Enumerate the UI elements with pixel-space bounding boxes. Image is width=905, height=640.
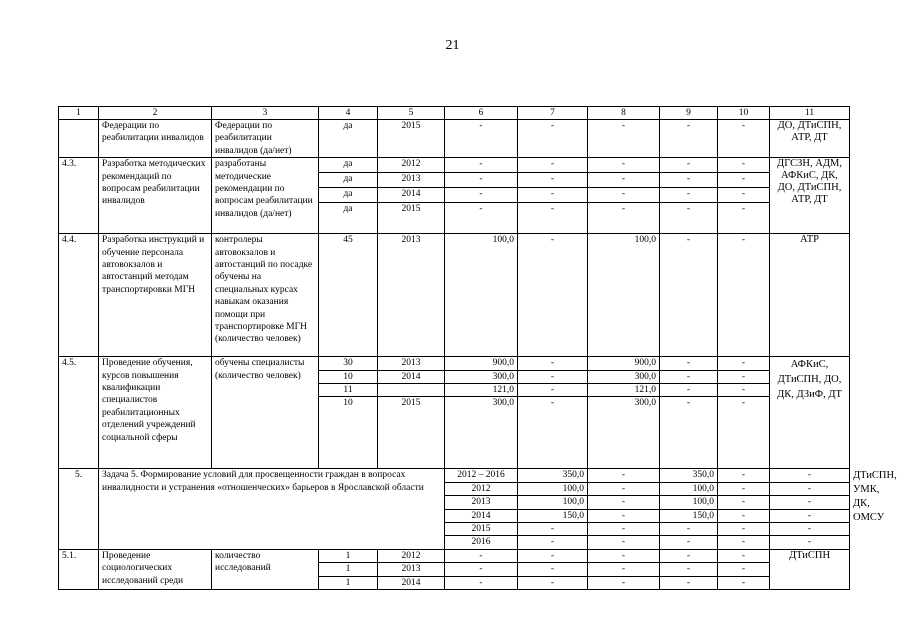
cell: - [588,563,660,576]
cell: - [718,576,770,589]
cell: - [718,173,770,188]
indicator: количество исследований [212,549,319,589]
year: 2013 [378,234,445,357]
cell: - [660,158,718,173]
col-header: 9 [660,107,718,120]
cell: - [518,549,588,562]
cell: - [718,158,770,173]
indicator-value: 1 [319,549,378,562]
year: 2012 [445,482,518,495]
cell: 350,0 [518,469,588,482]
year: 2015 [378,397,445,469]
task-title: Задача 5. Формирование условий для просвещенности граждан в вопросах инвалидности и устранения «отношенческих» барьеров в Ярославской области [99,469,445,549]
executors: ДТиСПН [770,549,850,589]
cell: 300,0 [445,370,518,383]
cell: - [770,536,850,549]
col-header: 10 [718,107,770,120]
cell: - [588,120,660,158]
year: 2013 [445,496,518,509]
cell: - [518,523,588,536]
cell: - [718,234,770,357]
cell: - [718,509,770,522]
cell: - [660,203,718,234]
indicator-value: 30 [319,357,378,370]
cell: - [445,173,518,188]
col-header: 8 [588,107,660,120]
cell: - [660,563,718,576]
cell: - [588,482,660,495]
cell: - [660,397,718,469]
cell: - [770,496,850,509]
cell: - [588,549,660,562]
cell: - [718,120,770,158]
indicator-value: да [319,158,378,173]
year: 2015 [378,120,445,158]
cell: - [718,357,770,370]
cell: - [660,576,718,589]
cell: 900,0 [445,357,518,370]
cell: - [660,370,718,383]
cell: - [660,120,718,158]
indicator: обучены специалисты (количество человек) [212,357,319,469]
indicator-value: 11 [319,384,378,397]
year: 2013 [378,563,445,576]
cell: - [718,469,770,482]
page-number: 21 [445,38,460,53]
cell: 900,0 [588,357,660,370]
col-header: 2 [99,107,212,120]
cell: - [660,536,718,549]
measures-table [58,106,897,590]
cell: - [718,563,770,576]
cell: - [588,523,660,536]
cell: - [660,357,718,370]
cell: - [660,188,718,203]
col-header: 11 [770,107,850,120]
table-row: 5. Задача 5. Формирование условий для просвещенности граждан в вопросах инвалидности и устранения «отношенческих» барьеров в Ярославской области 2012 – 2016 350,0 - 350,0 - - ДТиСПН, УМК, ДК, ОМСУ [59,469,850,482]
cell: - [518,536,588,549]
col-header: 6 [445,107,518,120]
cell: - [518,234,588,357]
indicator: контролеры автовокзалов и автостанций по посадке обучены на специальных курсах навыкам оказания помощи при транспортировке МГН (количество человек) [212,234,319,357]
year: 2014 [445,509,518,522]
cell: 100,0 [588,234,660,357]
year: 2014 [378,188,445,203]
cell: - [660,173,718,188]
cell: - [718,536,770,549]
year [378,384,445,397]
col-header: 4 [319,107,378,120]
cell: - [518,576,588,589]
year: 2012 [378,158,445,173]
cell: - [518,397,588,469]
measure-name: Проведение социологических исследований среди [99,549,212,589]
cell: - [445,203,518,234]
cell: 100,0 [518,482,588,495]
cell: - [660,234,718,357]
cell: - [518,563,588,576]
cell: - [588,509,660,522]
executors: АТР [770,234,850,357]
year: 2013 [378,173,445,188]
cell: - [588,496,660,509]
measure-name: Разработка методических рекомендаций по вопросам реабилитации инвалидов [99,158,212,234]
cell: - [518,173,588,188]
cell: 150,0 [518,509,588,522]
indicator-value: да [319,120,378,158]
executors: ДГСЗН, АДМ, АФКиС, ДК, ДО, ДТиСПН, АТР, ДТ [770,158,850,234]
cell: 300,0 [445,397,518,469]
cell: 150,0 [660,509,718,522]
cell: - [588,469,660,482]
cell: - [518,158,588,173]
cell: - [660,549,718,562]
cell: 100,0 [660,482,718,495]
cell: - [718,384,770,397]
cell: - [588,158,660,173]
cell: - [445,563,518,576]
cell: - [718,203,770,234]
indicator-value: 10 [319,370,378,383]
row-number: 5. [59,469,99,549]
measure-name: Разработка инструкций и обучение персонала автовокзалов и автостанций методам транспортировки МГН [99,234,212,357]
col-header: 3 [212,107,319,120]
cell: - [588,173,660,188]
indicator-value: да [319,203,378,234]
year: 2013 [378,357,445,370]
cell: - [445,158,518,173]
cell: - [660,523,718,536]
cell: - [588,576,660,589]
cell: - [588,188,660,203]
cell: 100,0 [518,496,588,509]
year: 2012 [378,549,445,562]
cell: 121,0 [445,384,518,397]
table-row [59,234,850,357]
row-number [59,120,99,158]
cell: - [770,469,850,482]
indicator-value: 45 [319,234,378,357]
indicator-value: 1 [319,563,378,576]
cell: 300,0 [588,397,660,469]
table-row [59,158,850,173]
indicator: разработаны методические рекомендации по вопросам реабилитации инвалидов (да/нет) [212,158,319,234]
cell: - [445,188,518,203]
table-row [59,549,850,562]
table-row [59,357,850,370]
cell: - [445,120,518,158]
col-header: 5 [378,107,445,120]
cell: - [518,384,588,397]
cell: - [518,357,588,370]
cell: 350,0 [660,469,718,482]
indicator-value: 1 [319,576,378,589]
measure-name: Федерации по реабилитации инвалидов [99,120,212,158]
header-row [59,107,850,120]
cell: - [588,536,660,549]
cell: - [518,120,588,158]
year: 2012 – 2016 [445,469,518,482]
indicator-value: 10 [319,397,378,469]
cell: - [588,203,660,234]
cell: - [718,370,770,383]
row-number: 4.5. [59,357,99,469]
year: 2015 [445,523,518,536]
cell: 300,0 [588,370,660,383]
cell: - [770,482,850,495]
indicator-value: да [319,173,378,188]
year: 2014 [378,576,445,589]
row-number: 4.3. [59,158,99,234]
cell: - [660,384,718,397]
cell: - [718,523,770,536]
year: 2014 [378,370,445,383]
year: 2016 [445,536,518,549]
cell: - [518,203,588,234]
cell: - [518,188,588,203]
cell: 100,0 [445,234,518,357]
cell: - [518,370,588,383]
table-row [59,120,850,158]
row-number: 4.4. [59,234,99,357]
row-number: 5.1. [59,549,99,589]
executors: ДО, ДТиСПН, АТР, ДТ [770,120,850,158]
indicator: Федерации по реабилитации инвалидов (да/нет) [212,120,319,158]
cell: - [770,509,850,522]
cell: - [770,523,850,536]
cell: 100,0 [660,496,718,509]
cell: - [445,549,518,562]
executors: АФКиС, ДТиСПН, ДО, ДК, ДЗиФ, ДТ [770,357,850,469]
col-header: 1 [59,107,99,120]
cell: - [718,496,770,509]
indicator-value: да [319,188,378,203]
col-header: 7 [518,107,588,120]
cell: - [718,549,770,562]
cell: - [718,482,770,495]
cell: - [718,188,770,203]
cell: - [445,576,518,589]
measure-name: Проведение обучения, курсов повышения квалификации специалистов реабилитационных отделений учреждений социальной сферы [99,357,212,469]
cell: 121,0 [588,384,660,397]
year: 2015 [378,203,445,234]
cell: - [718,397,770,469]
